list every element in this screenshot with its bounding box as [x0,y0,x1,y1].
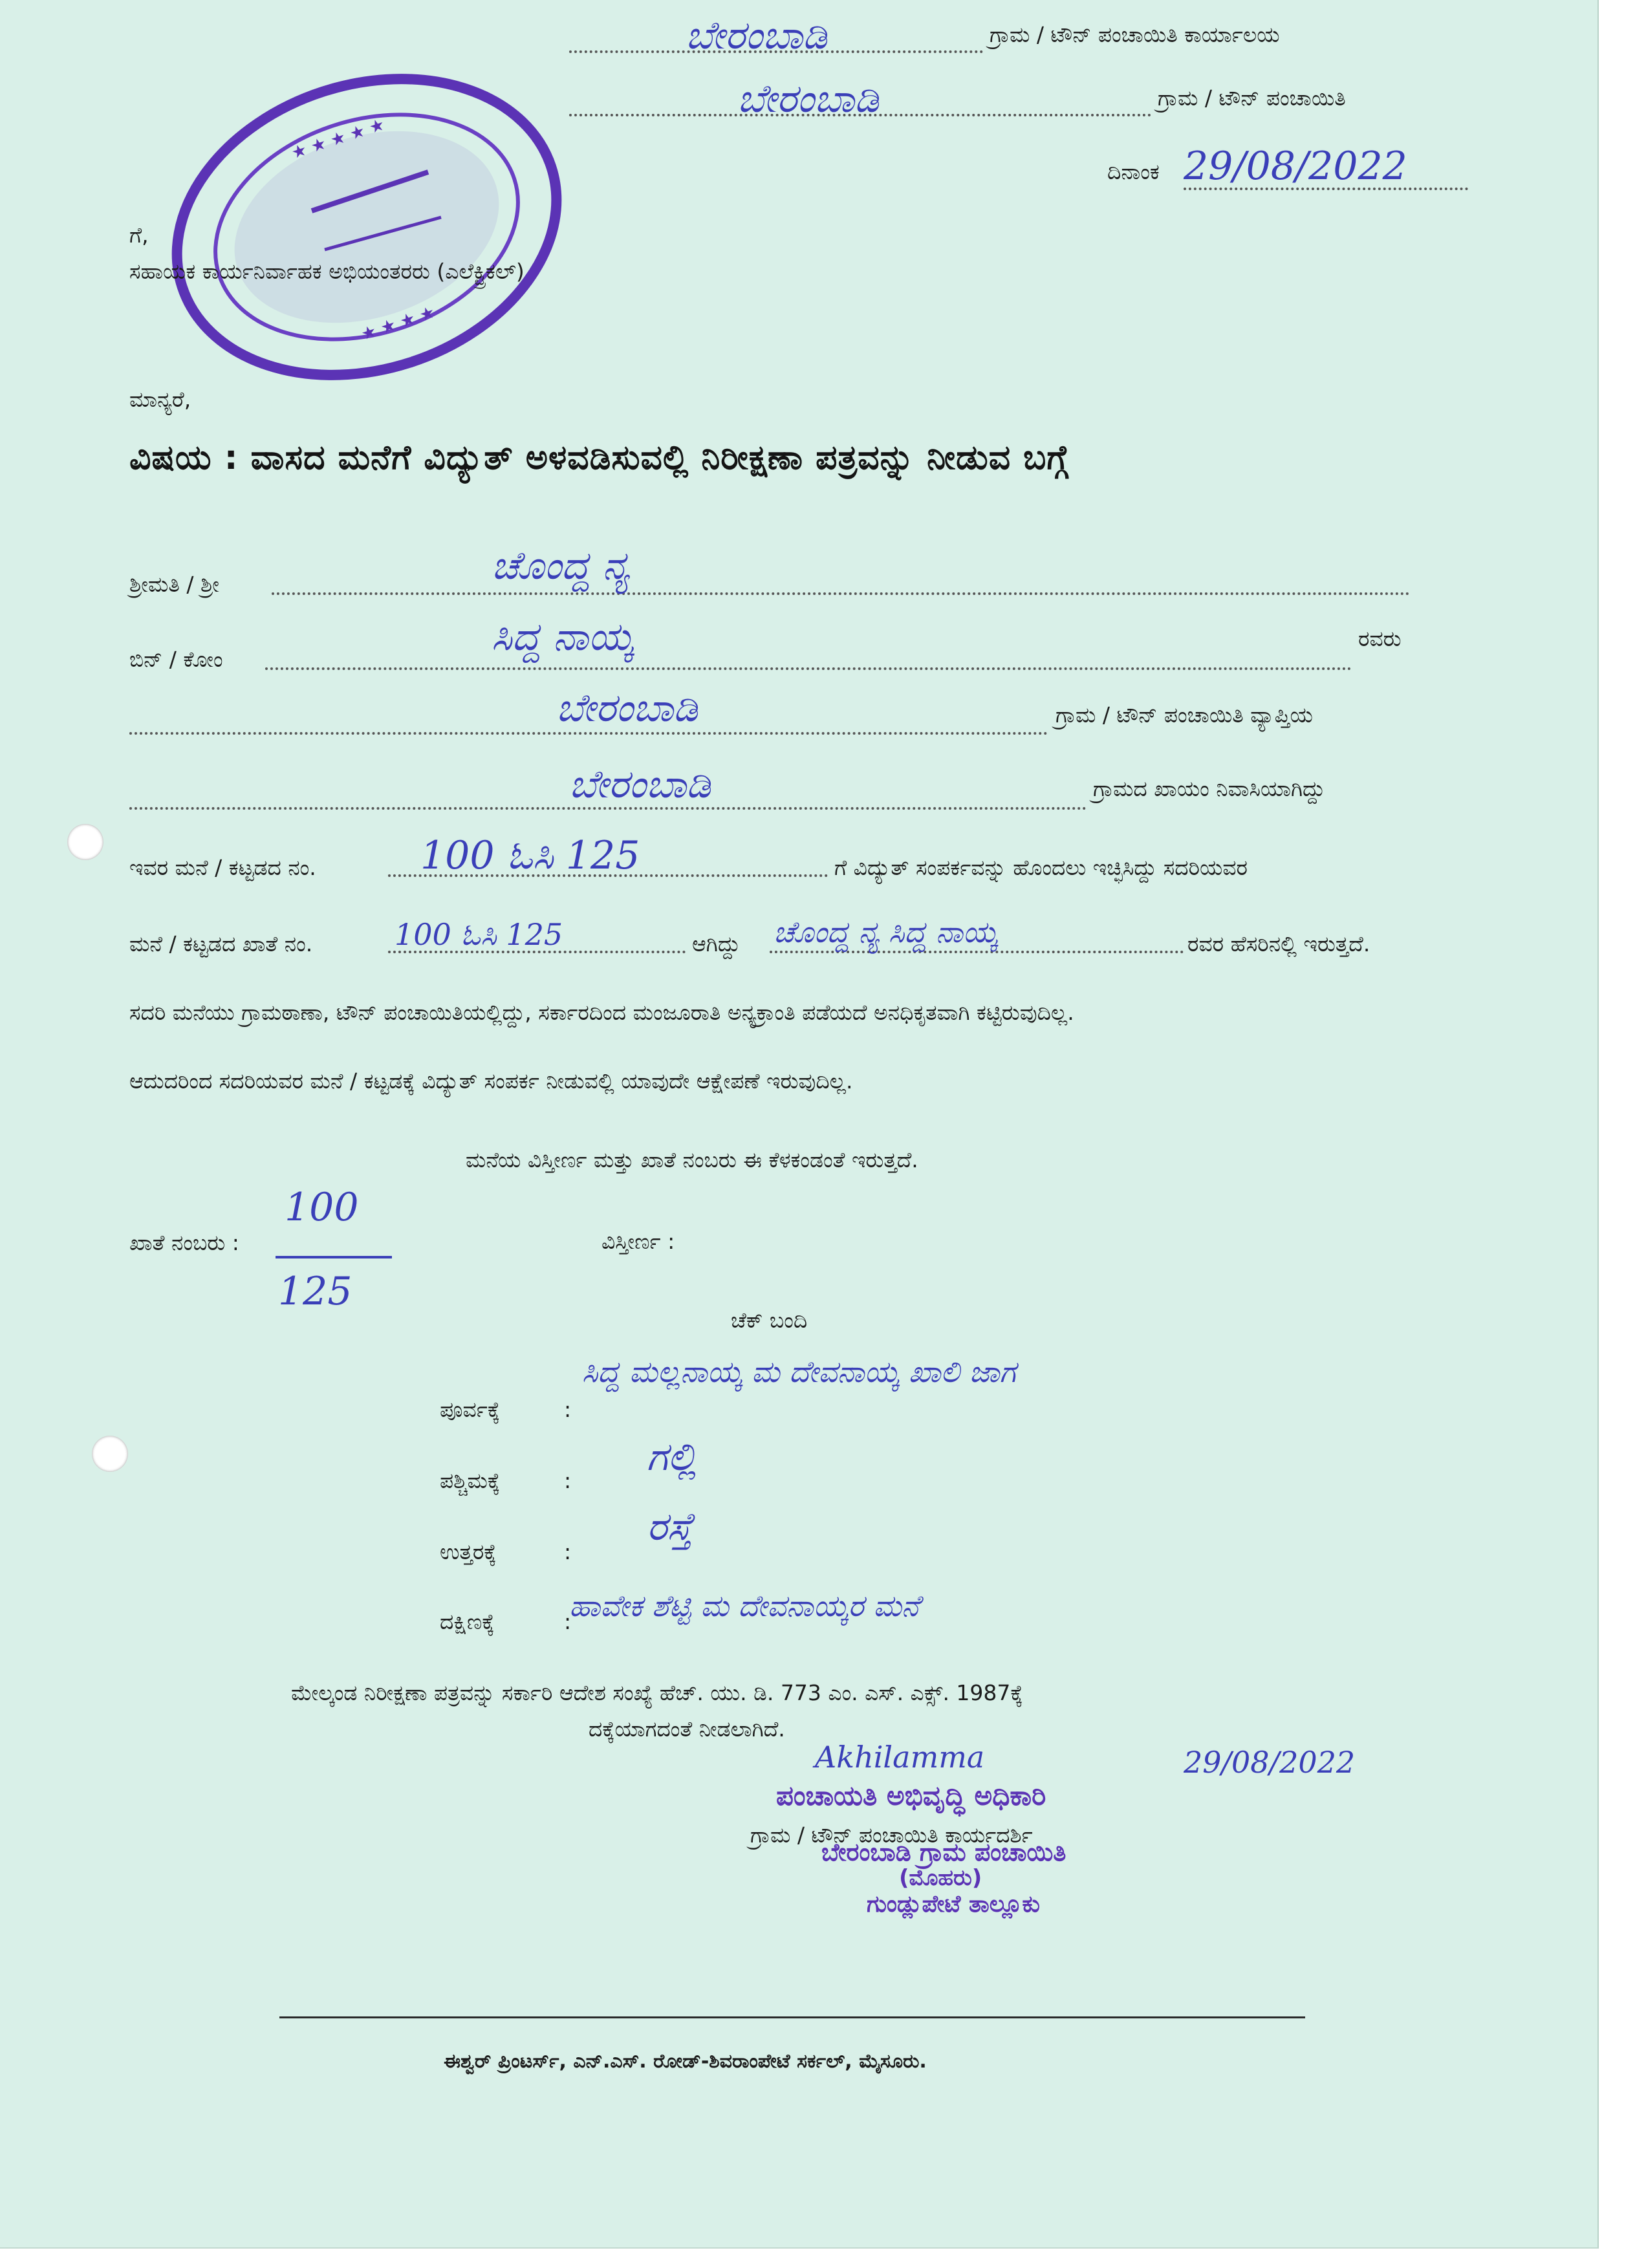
north-label: ಉತ್ತರಕ್ಕೆ [440,1539,497,1564]
resident-suffix: ಗ್ರಾಮದ ಖಾಯಂ ನಿವಾಸಿಯಾಗಿದ್ದು [1093,776,1325,801]
south-colon: : [564,1609,572,1634]
punch-hole-bottom [92,1436,128,1472]
salutation: ಮಾನ್ಯರೆ, [129,387,191,412]
footer-rule [279,2016,1305,2018]
body-line1-prefix: ಇವರ ಮನೆ / ಕಟ್ಟಡದ ನಂ. [129,855,316,880]
khata-numerator: 100 [285,1185,359,1230]
name-label: ಶ್ರೀಮತಿ / ಶ್ರೀ [129,572,220,597]
father-value: ಸಿದ್ದ ನಾಯ್ಕ [492,614,634,660]
order-line1: ಮೇಲ್ಕಂಡ ನಿರೀಕ್ಷಣಾ ಪತ್ರವನ್ನು ಸರ್ಕಾರಿ ಆದೇಶ ಸಂಖ್ಯೆ ಹೆಚ್. ಯು. ಡಿ. 773 ಎಂ. ಎಸ್. ಎಕ್ಸ್. 1987ಕ್ಕೆ [291,1680,1023,1705]
north-colon: : [564,1539,572,1564]
father-label: ಬಿನ್ / ಕೋಂ [129,647,223,672]
body-line3: ಸದರಿ ಮನೆಯು ಗ್ರಾಮಠಾಣಾ, ಟೌನ್ ಪಂಚಾಯಿತಿಯಲ್ಲಿದ್ದು, ಸರ್ಕಾರದಿಂದ ಮಂಜೂರಾತಿ ಅನ್ಯಕ್ರಾಂತಿ ಪಡೆಯದೆ ಅನಧಿಕೃತವಾಗಿ ಕಟ್ಟಿರುವುದಿಲ್ಲ. [129,1000,1074,1025]
resident-value: ಬೇರಂಬಾಡಿ [569,762,711,807]
body-line5: ಮನೆಯ ವಿಸ್ತೀರ್ಣ ಮತ್ತು ಖಾತೆ ನಂಬರು ಈ ಕೆಳಕಂಡಂತೆ ಇರುತ್ತದೆ. [466,1147,918,1172]
body-line2-suffix: ರವರ ಹೆಸರಿನಲ್ಲಿ ಇರುತ್ತದೆ. [1187,931,1370,956]
west-colon: : [564,1468,572,1493]
printer-credit: ಈಶ್ವರ್ ಪ್ರಿಂಟರ್ಸ್, ಎನ್.ಎಸ್. ರೋಡ್-ಶಿವರಾಂಪೇಟೆ ಸರ್ಕಲ್, ಮೈಸೂರು. [444,2050,927,2073]
punch-hole-top [67,824,103,860]
header-dotted-line-2 [569,114,1151,116]
village-suffix: ಗ್ರಾಮ / ಟೌನ್ ಪಂಚಾಯಿತಿ ವ್ಯಾಪ್ತಿಯ [1056,702,1313,728]
body-line4: ಆದುದರಿಂದ ಸದರಿಯವರ ಮನೆ / ಕಟ್ಟಡಕ್ಕೆ ವಿದ್ಯುತ್ ಸಂಪರ್ಕ ನೀಡುವಲ್ಲಿ ಯಾವುದೇ ಆಕ್ಷೇಪಣೆ ಇರುವುದಿಲ್ಲ. [129,1068,853,1094]
resident-dotted-line [129,807,1087,810]
name-value: ಚೊಂದ್ದ ನ್ಯ [492,543,630,589]
body-line2-dotted2 [770,951,1184,953]
signature-printed-label: ಗ್ರಾಮ / ಟೌನ್ ಪಂಚಾಯಿತಿ ಕಾರ್ಯದರ್ಶಿ [750,1822,1033,1848]
village-dotted-line [129,732,1048,735]
to-prefix: ಗೆ, [129,222,149,248]
body-line2-prefix: ಮನೆ / ಕಟ್ಟಡದ ಖಾತೆ ನಂ. [129,931,313,956]
date-label: ದಿನಾಂಕ [1107,159,1160,184]
stamp-panchayat: ಬೇರಂಬಾಡಿ ಗ್ರಾಮ ಪಂಚಾಯಿತಿ [821,1838,1067,1866]
header-dotted-line-1 [569,50,983,53]
west-value: ಗಲ್ಲಿ [647,1434,697,1480]
area-label: ವಿಸ್ತೀರ್ಣ : [601,1229,675,1254]
date-dotted-line [1184,188,1468,190]
name-dotted-line [272,592,1410,595]
south-label: ದಕ್ಷಿಣಕ್ಕೆ [440,1609,495,1634]
addressee-designation: ಸಹಾಯಕ ಕಾರ್ಯನಿರ್ವಾಹಕ ಅಭಿಯಂತರರು (ಎಲೆಕ್ಟ್ರಿಕಲ್) [129,259,525,284]
body-line2-value: 100 ಓಸಿ 125 [395,917,563,952]
signature-text: Akhilamma [815,1740,985,1775]
boundaries-title: ಚೆಕ್ ಬಂದಿ [731,1308,808,1333]
body-line2-mid: ಆಗಿದ್ದು [692,931,741,956]
father-suffix: ರವರು [1358,626,1402,651]
header-village2-handwritten: ಬೇರಂಬಾಡಿ [737,76,879,122]
subject-line: ವಿಷಯ : ವಾಸದ ಮನೆಗೆ ವಿದ್ಯುತ್ ಅಳವಡಿಸುವಲ್ಲಿ ನಿರೀಕ್ಷಣಾ ಪತ್ರವನ್ನು ನೀಡುವ ಬಗ್ಗೆ [129,438,1069,477]
header-village-handwritten: ಬೇರಂಬಾಡಿ [686,13,827,58]
stamp-seal-word: (ಮೊಹರು) [899,1865,982,1891]
header-panchayat-label: ಗ್ರಾಮ / ಟೌನ್ ಪಂಚಾಯಿತಿ [1158,85,1346,111]
body-line1-suffix: ಗೆ ವಿದ್ಯುತ್ ಸಂಪರ್ಕವನ್ನು ಹೊಂದಲು ಇಚ್ಛಿಸಿದ್ದು ಸದರಿಯವರ [834,855,1248,880]
south-value: ಹಾವೇಕ ಶೆಟ್ಟಿ ಮ ದೇವನಾಯ್ಕರ ಮನೆ [569,1588,920,1623]
khata-label: ಖಾತೆ ನಂಬರು : [129,1230,239,1255]
signature-date: 29/08/2022 [1184,1745,1356,1780]
date-value: 29/08/2022 [1184,144,1407,189]
body-line2-owner: ಚೊಂದ್ದ ನ್ಯ ಸಿದ್ದ ನಾಯ್ಕ [774,914,998,949]
stamp-designation: ಪಂಚಾಯತಿ ಅಭಿವೃದ್ಧಿ ಅಧಿಕಾರಿ [776,1780,1046,1811]
east-label: ಪೂರ್ವಕ್ಕೆ [440,1397,501,1422]
stamp-taluk: ಗುಂಡ್ಲುಪೇಟೆ ತಾಲ್ಲೂಕು [867,1891,1040,1917]
north-value: ರಸ್ತೆ [647,1504,693,1550]
father-dotted-line [265,667,1352,670]
east-colon: : [564,1397,572,1422]
office-seal-stamp [150,62,583,392]
body-line1-value: 100 ಓಸಿ 125 [420,833,640,878]
header-office-label: ಗ್ರಾಮ / ಟೌನ್ ಪಂಚಾಯಿತಿ ಕಾರ್ಯಾಲಯ [990,22,1280,47]
east-value: ಸಿದ್ದ ಮಲ್ಲನಾಯ್ಕ ಮ ದೇವನಾಯ್ಕ ಖಾಲಿ ಜಾಗ [582,1354,1016,1389]
svg-text:★ ★ ★ ★: ★ ★ ★ ★ [358,302,438,345]
khata-fraction-line [276,1256,392,1258]
svg-text:★ ★ ★ ★ ★: ★ ★ ★ ★ ★ [289,114,387,164]
village-value: ಬೇರಂಬಾಡಿ [556,686,698,731]
west-label: ಪಶ್ಚಿಮಕ್ಕೆ [440,1468,501,1493]
khata-denominator: 125 [278,1269,352,1314]
order-line2: ದಕ್ಕೆಯಾಗದಂತೆ ನೀಡಲಾಗಿದೆ. [589,1716,785,1742]
